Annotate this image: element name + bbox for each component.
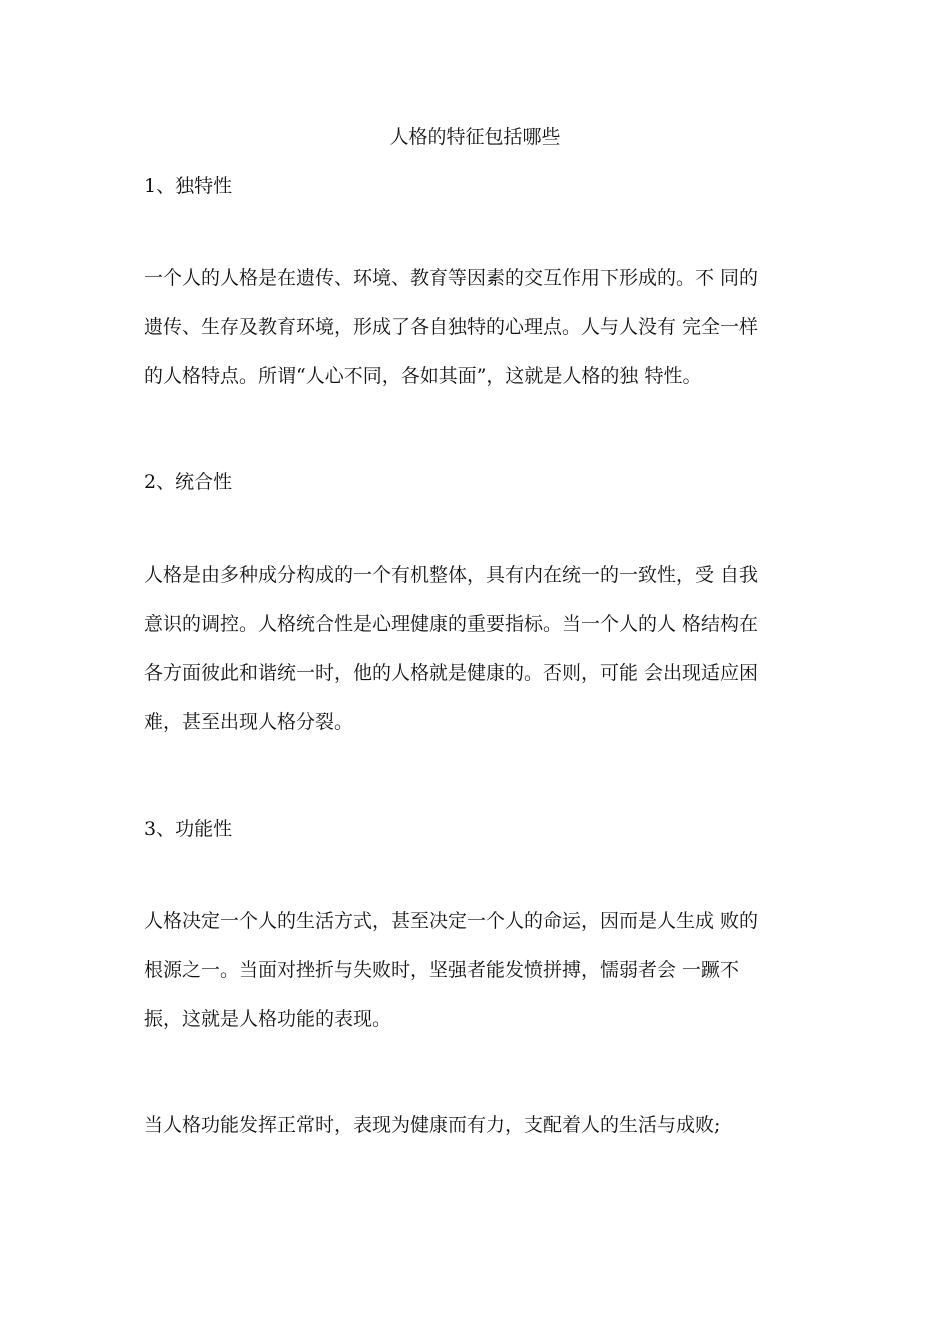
section-paragraph-function-normal bbox=[144, 1101, 844, 1150]
section-paragraph-function bbox=[144, 897, 844, 1044]
paragraph-line: 人格决定一个人的生活方式，甚至决定一个人的命运，因而是人生成 败的 bbox=[144, 910, 759, 932]
paragraph-line: 一个人的人格是在遗传、环境、教育等因素的交互作用下形成的。不 同的 bbox=[144, 267, 759, 289]
paragraph-line: 遗传、生存及教育环境，形成了各自独特的心理点。人与人没有 完全一样 bbox=[144, 316, 759, 338]
section-heading-function: 3、功能性 bbox=[144, 818, 233, 840]
section-heading-uniqueness: 1、独特性 bbox=[144, 175, 233, 197]
paragraph-line: 各方面彼此和谐统一时，他的人格就是健康的。否则，可能 会出现适应困 bbox=[144, 662, 759, 684]
paragraph-line: 难，甚至出现人格分裂。 bbox=[144, 711, 354, 733]
paragraph-line: 意识的调控。人格统合性是心理健康的重要指标。当一个人的人 格结构在 bbox=[144, 613, 759, 635]
document-title: 人格的特征包括哪些 bbox=[389, 126, 561, 148]
paragraph-line: 振，这就是人格功能的表现。 bbox=[144, 1008, 392, 1030]
section-paragraph-uniqueness bbox=[144, 254, 844, 401]
section-paragraph-integration bbox=[144, 551, 844, 747]
paragraph-line: 当人格功能发挥正常时，表现为健康而有力，支配着人的生活与成败; bbox=[144, 1114, 721, 1136]
paragraph-line: 根源之一。当面对挫折与失败时，坚强者能发愤拼搏，懦弱者会 一蹶不 bbox=[144, 959, 740, 981]
section-heading-integration: 2、统合性 bbox=[144, 471, 233, 493]
paragraph-line: 的人格特点。所谓“人心不同，各如其面”，这就是人格的独 特性。 bbox=[144, 365, 702, 387]
paragraph-line: 人格是由多种成分构成的一个有机整体，具有内在统一的一致性，受 自我 bbox=[144, 564, 759, 586]
